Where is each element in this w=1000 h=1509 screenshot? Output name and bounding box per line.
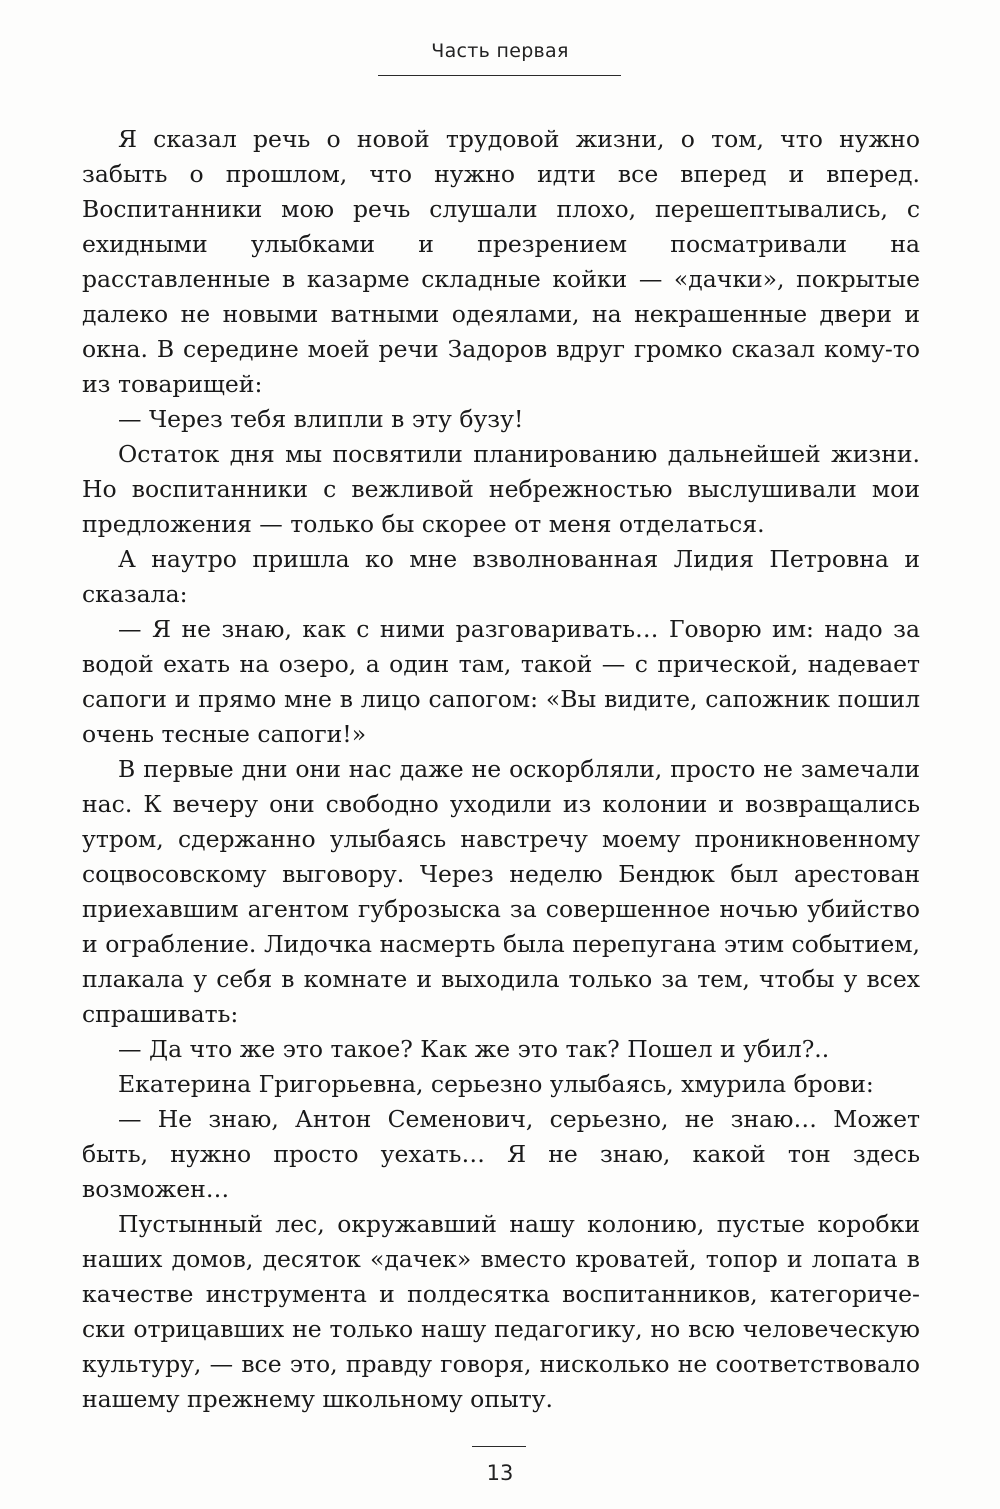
body-text [82,122,920,1417]
paragraph: В первые дни они нас даже не оскорбляли, просто не замечали нас. К вечеру они свободно уходили из колонии и возвращались утром, сдержанно улыбаясь навстречу моему проникновенному соцвосовскому выговору. Через неделю Бендюк был арестован приехавшим агентом губрозыска за совершенное ночью убийство и ограбление. Лидочка насмерть была перепугана этим событием, плакала у себя в комнате и выходила только за тем, чтобы у всех спрашивать: [82,755,920,1028]
footer-rule [472,1446,526,1447]
paragraph: — Да что же это такое? Как же это так? Пошел и убил?.. [118,1035,830,1063]
paragraph: — Через тебя влипли в эту бузу! [118,405,524,433]
paragraph: Пустынный лес, окружавший нашу колонию, пустые коробки наших домов, десяток «дачек» вместо кроватей, топор и лопата в качестве инструмента и полдесятка воспитанников, категорически отрицавших не только нашу педагогику, но всю человеческую культуру, — все это, правду говоря, нисколько не соответствовало нашему прежнему школьному опыту. [82,1210,920,1413]
page-number: 13 [486,1461,514,1485]
header-rule [378,75,621,76]
paragraph: Я сказал речь о новой трудовой жизни, о том, что нужно забыть о прошлом, что нужно идти все вперед и вперед. Воспитанники мою речь слушали плохо, перешептывались, с ехидными улыбками и презрением посматривали на расставленные в казарме складные койки — «дачки», покрытые далеко не новыми ватными одеялами, на некрашенные двери и окна. В середине моей речи Задоров вдруг громко сказал кому-то из товарищей: [82,125,920,398]
paragraph: — Не знаю, Антон Семенович, серьезно, не знаю… Может быть, нужно просто уехать… Я не знаю, какой тон здесь возможен… [82,1105,920,1203]
running-head: Часть первая [431,40,569,62]
paragraph: — Я не знаю, как с ними разговаривать… Говорю им: надо за водой ехать на озеро, а один там, такой — с прической, надевает сапоги и прямо мне в лицо сапогом: «Вы видите, сапожник пошил очень тесные сапоги!» [82,615,920,748]
paragraph: Екатерина Григорьевна, серьезно улыбаясь, хмурила брови: [118,1070,874,1098]
paragraph: Остаток дня мы посвятили планированию дальнейшей жизни. Но воспитанники с вежливой небрежностью выслушивали мои предложения — только бы скорее от меня отделаться. [82,440,920,538]
paragraph: А наутро пришла ко мне взволнованная Лидия Петровна и сказала: [82,545,920,608]
